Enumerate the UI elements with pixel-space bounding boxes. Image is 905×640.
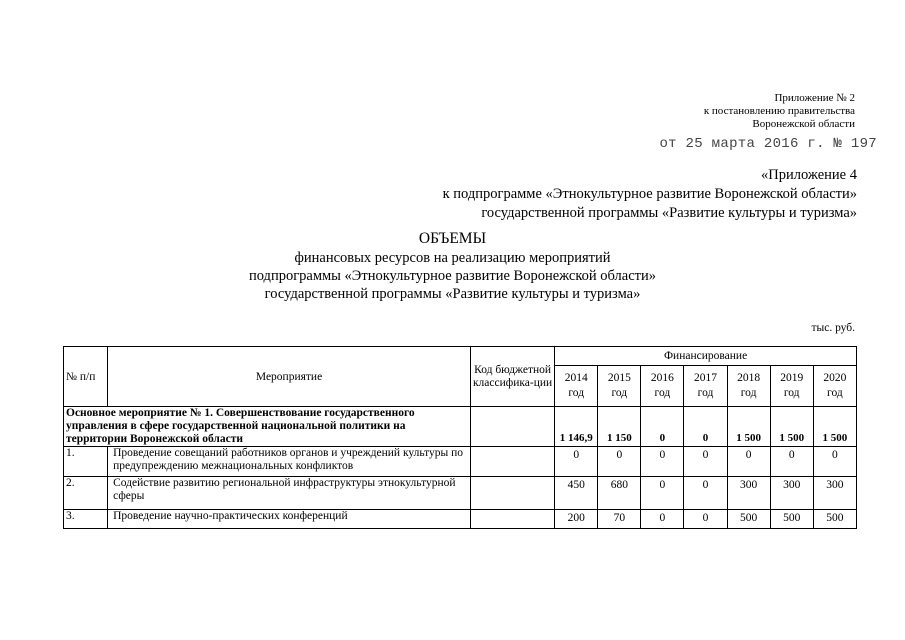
prilozhenie-program: государственной программы «Развитие культуры и туризма»: [481, 205, 857, 221]
value-cell: 1 146,9: [555, 407, 598, 447]
prilozhenie-subprogram: к подпрограмме «Этнокультурное развитие Воронежской области»: [442, 186, 857, 202]
prilozhenie-block: [443, 166, 857, 223]
value-cell: 500: [770, 510, 813, 529]
appendix-number: Приложение № 2: [774, 92, 855, 104]
row-number: 2.: [64, 477, 108, 510]
row-measure: Содействие развитию региональной инфраструктуры этнокультурной сферы: [108, 477, 471, 510]
value-cell: 1 500: [813, 407, 856, 447]
row-measure: Проведение совещаний работников органов и учреждений культуры по предупреждению межнациональных конфликтов: [108, 447, 471, 477]
value-cell: 0: [598, 447, 641, 477]
header-year: 2015 год: [598, 366, 641, 407]
header-year: 2014 год: [555, 366, 598, 407]
value-cell: 0: [641, 447, 684, 477]
value-cell: 0: [641, 407, 684, 447]
header-year: 2016 год: [641, 366, 684, 407]
value-cell: 0: [684, 447, 727, 477]
value-cell: 300: [813, 477, 856, 510]
value-cell: 200: [555, 510, 598, 529]
value-cell: 1 500: [727, 407, 770, 447]
row-measure: Проведение научно-практических конференций: [108, 510, 471, 529]
value-cell: 0: [641, 477, 684, 510]
units-label: тыс. руб.: [811, 322, 855, 334]
value-cell: 0: [684, 477, 727, 510]
value-cell: 500: [813, 510, 856, 529]
row-code: [470, 447, 554, 477]
row-number: 1.: [64, 447, 108, 477]
value-cell: 1 150: [598, 407, 641, 447]
appendix-reference: к постановлению правительства: [703, 105, 855, 117]
main-event-code: [470, 407, 554, 447]
value-cell: 300: [770, 477, 813, 510]
value-cell: 0: [813, 447, 856, 477]
row-code: [470, 510, 554, 529]
prilozhenie-number: «Приложение 4: [761, 167, 857, 183]
value-cell: 0: [684, 510, 727, 529]
appendix-block: [704, 92, 855, 131]
value-cell: 0: [727, 447, 770, 477]
header-financing: Финансирование: [555, 347, 857, 366]
header-year: 2017 год: [684, 366, 727, 407]
header-measure: Мероприятие: [108, 347, 471, 407]
table-row: [64, 510, 857, 529]
header-year: 2018 год: [727, 366, 770, 407]
value-cell: 0: [684, 407, 727, 447]
value-cell: 300: [727, 477, 770, 510]
value-cell: 680: [598, 477, 641, 510]
document-title: [0, 230, 905, 303]
table-row-main-event: [64, 407, 857, 447]
value-cell: 500: [727, 510, 770, 529]
row-number: 3.: [64, 510, 108, 529]
main-event-title: Основное мероприятие № 1. Совершенствование государственного управления в сфере государственной национальной политики на территории Воронежской области: [64, 407, 471, 447]
value-cell: 0: [555, 447, 598, 477]
header-number: № п/п: [64, 347, 108, 407]
value-cell: 1 500: [770, 407, 813, 447]
title-main: ОБЪЕМЫ: [418, 230, 487, 247]
row-code: [470, 477, 554, 510]
title-line-2: финансовых ресурсов на реализацию мероприятий: [294, 250, 611, 266]
financing-table: [63, 346, 857, 529]
value-cell: 450: [555, 477, 598, 510]
value-cell: 0: [770, 447, 813, 477]
header-budget-code: Код бюджетной классифика-ции: [470, 347, 554, 407]
title-line-3: подпрограммы «Этнокультурное развитие Воронежской области»: [248, 268, 657, 284]
table-row: [64, 447, 857, 477]
appendix-region: Воронежской области: [752, 118, 855, 130]
header-year: 2019 год: [770, 366, 813, 407]
title-line-4: государственной программы «Развитие культуры и туризма»: [264, 286, 641, 302]
value-cell: 70: [598, 510, 641, 529]
value-cell: 0: [641, 510, 684, 529]
header-year: 2020 год: [813, 366, 856, 407]
table-row: [64, 477, 857, 510]
decree-stamp: от 25 марта 2016 г. № 197: [659, 136, 877, 152]
